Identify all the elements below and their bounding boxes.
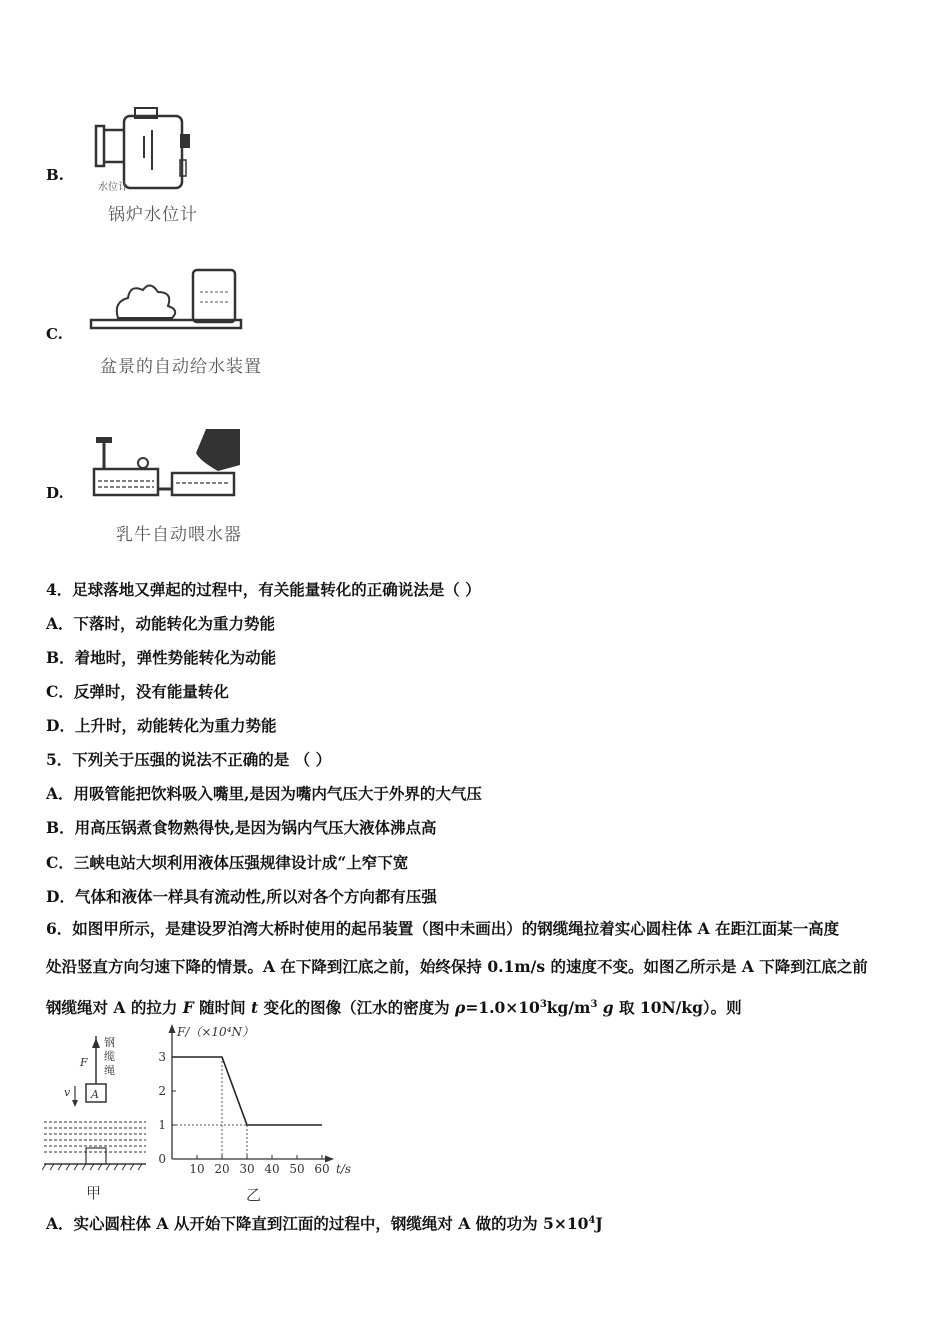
force-label: F [80, 1056, 88, 1069]
q5-option-d: D．气体和液体一样具有流动性,所以对各个方向都有压强 [46, 887, 437, 906]
fig-jia-caption: 甲 [86, 1184, 103, 1202]
option-d-letter: D. [46, 484, 64, 502]
force-series-line [172, 1057, 322, 1125]
option-b-caption: 锅炉水位计 [108, 205, 198, 225]
q6-line-1: 6．如图甲所示，是建设罗泊湾大桥时使用的起吊装置（图中未画出）的钢缆绳拉着实心圆柱体 A 在距江面某一高度 [46, 919, 840, 938]
x-tick-label: 40 [264, 1162, 280, 1176]
option-d-caption: 乳牛自动喂水器 [116, 525, 242, 545]
x-tick-label: 10 [189, 1162, 205, 1176]
q4-option-b: B．着地时，弹性势能转化为动能 [46, 648, 277, 667]
x-tick-label: 20 [214, 1162, 230, 1176]
force-time-chart [150, 1022, 365, 1182]
q4-option-a: A．下落时，动能转化为重力势能 [46, 614, 276, 633]
water-gauge-label: 水位计 [98, 182, 128, 193]
option-c-caption: 盆景的自动给水装置 [100, 357, 262, 377]
q6-stem [46, 910, 916, 1027]
y-tick-label: 2 [158, 1084, 166, 1098]
q5-option-a: A．用吸管能把饮料吸入嘴里,是因为嘴内气压大于外界的大气压 [46, 784, 482, 803]
option-c-letter: C. [46, 325, 63, 343]
q5-option-b: B．用高压锅煮食物熟得快,是因为锅内气压大液体沸点高 [46, 818, 437, 837]
y-tick-label: 1 [158, 1118, 166, 1132]
block-label: A [91, 1088, 99, 1101]
bonsai-water-figure [88, 262, 258, 340]
x-tick-label: 60 [314, 1162, 330, 1176]
x-tick-label: 30 [239, 1162, 255, 1176]
option-b-letter: B. [46, 166, 64, 184]
q4-stem: 4．足球落地又弹起的过程中，有关能量转化的正确说法是（ ） [46, 580, 481, 599]
y-tick-label: 3 [158, 1050, 166, 1064]
q5-option-c: C．三峡电站大坝利用液体压强规律设计成“上窄下宽 [46, 853, 409, 872]
q4-option-d: D．上升时，动能转化为重力势能 [46, 716, 277, 735]
q6-option-a: A．实心圆柱体 A 从开始下降直到江面的过程中，钢缆绳对 A 做的功为 $5\times 10^4J$ [46, 1214, 603, 1233]
cable-label-1: 钢 [104, 1036, 115, 1049]
x-axis-label: t/s [336, 1162, 352, 1176]
boiler-gauge-figure [88, 100, 198, 195]
y-axis-label: F/（×10⁴N） [177, 1025, 255, 1039]
cable-label-3: 绳 [104, 1064, 115, 1077]
fig-jia [42, 1028, 150, 1178]
x-tick-label: 50 [289, 1162, 305, 1176]
q6-line-2: 处沿竖直方向匀速下降的情景。A 在下降到江底之前，始终保持 0.1m/s 的速度不变。如图乙所示是 A 下降到江底之前 [46, 957, 868, 976]
y-tick-label: 0 [158, 1152, 166, 1166]
velocity-label: v [64, 1086, 71, 1099]
y-axis-arrow [169, 1024, 176, 1033]
cow-drinker-figure [88, 425, 248, 503]
q4-option-c: C．反弹时，没有能量转化 [46, 682, 229, 701]
cable-label-2: 缆 [104, 1050, 115, 1063]
fig-yi-caption: 乙 [246, 1186, 263, 1204]
q5-stem: 5．下列关于压强的说法不正确的是 （ ） [46, 750, 332, 769]
q6-line-3: 钢缆绳对 A 的拉力 F 随时间 t 变化的图像（江水的密度为 $\rho=1.0\times 10^3kg/m^3$ g 取 10N/kg）。则 [46, 998, 742, 1018]
